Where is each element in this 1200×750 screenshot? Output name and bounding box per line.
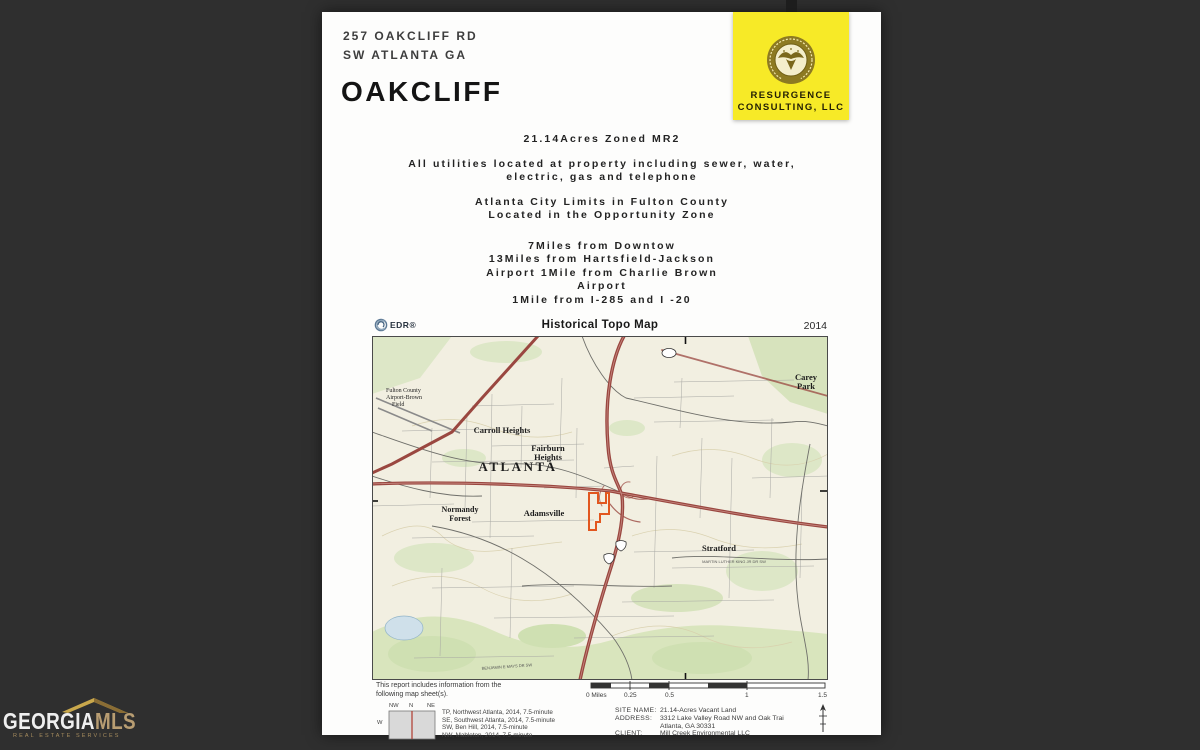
map-footer: This report includes information from the following map sheet(s). NW N NE W TP, Northwest Atlanta, 2014, 7.5-minute SE, Southwest Atlanta, 2014, 7.5-minute SW, Ben Hill, 2014, 7.5-minute NW, Mableton, 2014, 7.5-minute 0 Miles 0.25 0.5 1 1.5 SITE NAME: 21.14-Acres Vacant Land ADDRESS: 3312 Lake Valley Road NW and Oak Trai Atlanta, GA 30331 CLIENT: Mill Creek Environmental LLC: [322, 672, 881, 735]
page-title: OAKCLIFF: [341, 76, 503, 107]
map-sheet-list: [442, 709, 555, 739]
property-address: [343, 27, 478, 65]
north-arrow-icon: [816, 704, 830, 734]
map-year: 2014: [803, 320, 827, 332]
label-fairburn-1: Fairburn: [531, 443, 565, 453]
sheet-item: SW, Ben Hill, 2014, 7.5-minute: [442, 724, 528, 732]
brand-name: [733, 90, 849, 114]
company-seal-icon: [764, 34, 818, 88]
label-mlk-drive: MARTIN LUTHER KING JR DR SW: [702, 559, 766, 564]
site-name-row: SITE NAME: 21.14-Acres Vacant Land: [615, 707, 737, 714]
mls-tagline: REAL ESTATE SERVICES: [13, 733, 121, 739]
quad-nw: NW: [389, 703, 399, 709]
quad-n: N: [409, 703, 414, 709]
address-row-2: Atlanta, GA 30331: [660, 722, 716, 730]
label-normandy-1: Normandy: [441, 505, 479, 514]
mls-wordmark: [3, 708, 136, 735]
label-airport-2: Airport-Brown: [386, 395, 422, 401]
edr-label: EDR®: [390, 320, 417, 330]
topo-map-canvas: [372, 336, 828, 680]
quad-ne: NE: [427, 703, 436, 709]
sheet-item: TP, Northwest Atlanta, 2014, 7.5-minute: [442, 709, 553, 716]
detail-distances: 7Miles from Downtow 13Miles from Hartsfield-Jackson Airport 1Mile from Charlie Brown Airport 1Mile from I-285 and I -20: [486, 239, 718, 306]
quad-w: W: [377, 720, 383, 726]
brand-logo-box: [733, 12, 849, 120]
address-row: ADDRESS: 3312 Lake Valley Road NW and Oak Trai: [615, 714, 784, 722]
label-carey-2: Park: [797, 381, 815, 391]
label-stratford: Stratford: [702, 543, 736, 553]
map-header: [372, 318, 828, 336]
detail-zoning: 21.14Acres Zoned MR2: [523, 133, 681, 145]
lake: [385, 616, 423, 640]
brand-name-line-2: CONSULTING, LLC: [737, 102, 845, 113]
report-note: This report includes information from the following map sheet(s).: [376, 682, 502, 698]
brand-name-line-1: RESURGENCE: [750, 90, 832, 101]
detail-location: Atlanta City Limits in Fulton County Located in the Opportunity Zone: [474, 195, 730, 221]
label-atlanta: ATLANTA: [478, 459, 558, 474]
georgia-mls-logo: [3, 700, 153, 750]
sheet-item: SE, Southwest Atlanta, 2014, 7.5-minute: [442, 716, 556, 724]
map-sheet-diagram: [377, 703, 439, 741]
label-airport-1: Fulton County: [386, 388, 421, 394]
label-carey-1: Carey: [794, 372, 818, 382]
label-mays-drive: BENJAMIN E MAYS DR SW: [481, 662, 533, 671]
address-line-2: SW ATLANTA GA: [343, 48, 467, 62]
label-carroll-heights: Carroll Heights: [473, 425, 531, 435]
property-details: [324, 133, 880, 318]
client-row: CLIENT: Mill Creek Environmental LLC: [615, 730, 750, 738]
historical-topo-map: [372, 318, 828, 680]
site-info: [615, 707, 784, 738]
mls-mls-text: MLS: [94, 708, 136, 734]
detail-utilities: All utilities located at property including sewer, water, electric, gas and telephone: [408, 157, 796, 183]
map-title: Historical Topo Map: [541, 319, 659, 331]
mls-georgia-text: GEORGIA: [3, 708, 95, 734]
address-line-1: 257 OAKCLIFF RD: [343, 29, 478, 43]
flyer-page: [322, 12, 881, 739]
label-airport-3: Field: [392, 402, 405, 408]
label-adamsville: Adamsville: [523, 508, 565, 518]
label-fairburn-2: Heights: [534, 452, 562, 462]
sheet-item: NW, Mableton, 2014, 7.5-minute: [442, 731, 533, 739]
label-normandy-2: Forest: [449, 514, 471, 523]
